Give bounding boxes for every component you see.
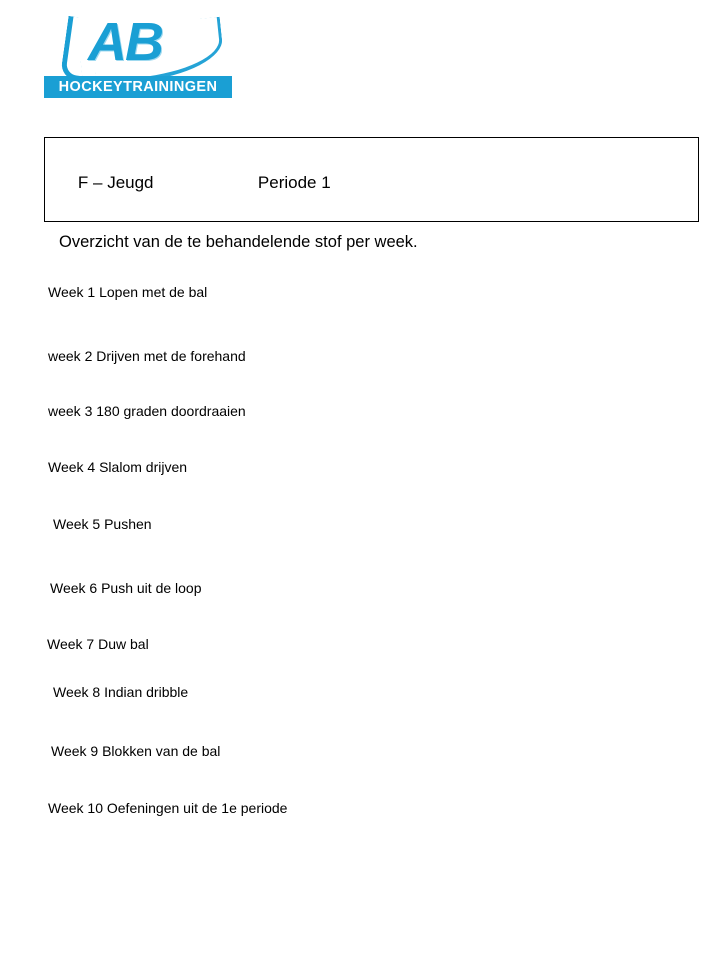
age-group-label: F – Jeugd <box>77 173 154 192</box>
week-item: Week 8 Indian dribble <box>53 684 189 700</box>
week-item: Week 6 Push uit de loop <box>50 580 202 596</box>
title-box <box>44 137 699 251</box>
logo-letters: AB <box>88 12 162 72</box>
week-item: Week 7 Duw bal <box>47 636 149 652</box>
week-item: Week 10 Oefeningen uit de 1e periode <box>48 800 288 816</box>
week-item: Week 4 Slalom drijven <box>48 459 188 475</box>
subtitle: Overzicht van de te behandelende stof per week. <box>59 233 418 251</box>
week-item: Week 1 Lopen met de bal <box>48 284 208 300</box>
week-item: Week 5 Pushen <box>53 516 152 532</box>
title-row <box>59 150 698 216</box>
week-item: week 2 Drijven met de forehand <box>48 348 246 364</box>
logo-wordmark: HOCKEYTRAININGEN <box>44 76 232 98</box>
period-label: Periode 1 <box>257 173 331 192</box>
week-item: week 3 180 graden doordraaien <box>48 403 246 419</box>
week-item: Week 9 Blokken van de bal <box>51 743 221 759</box>
logo <box>44 14 234 100</box>
